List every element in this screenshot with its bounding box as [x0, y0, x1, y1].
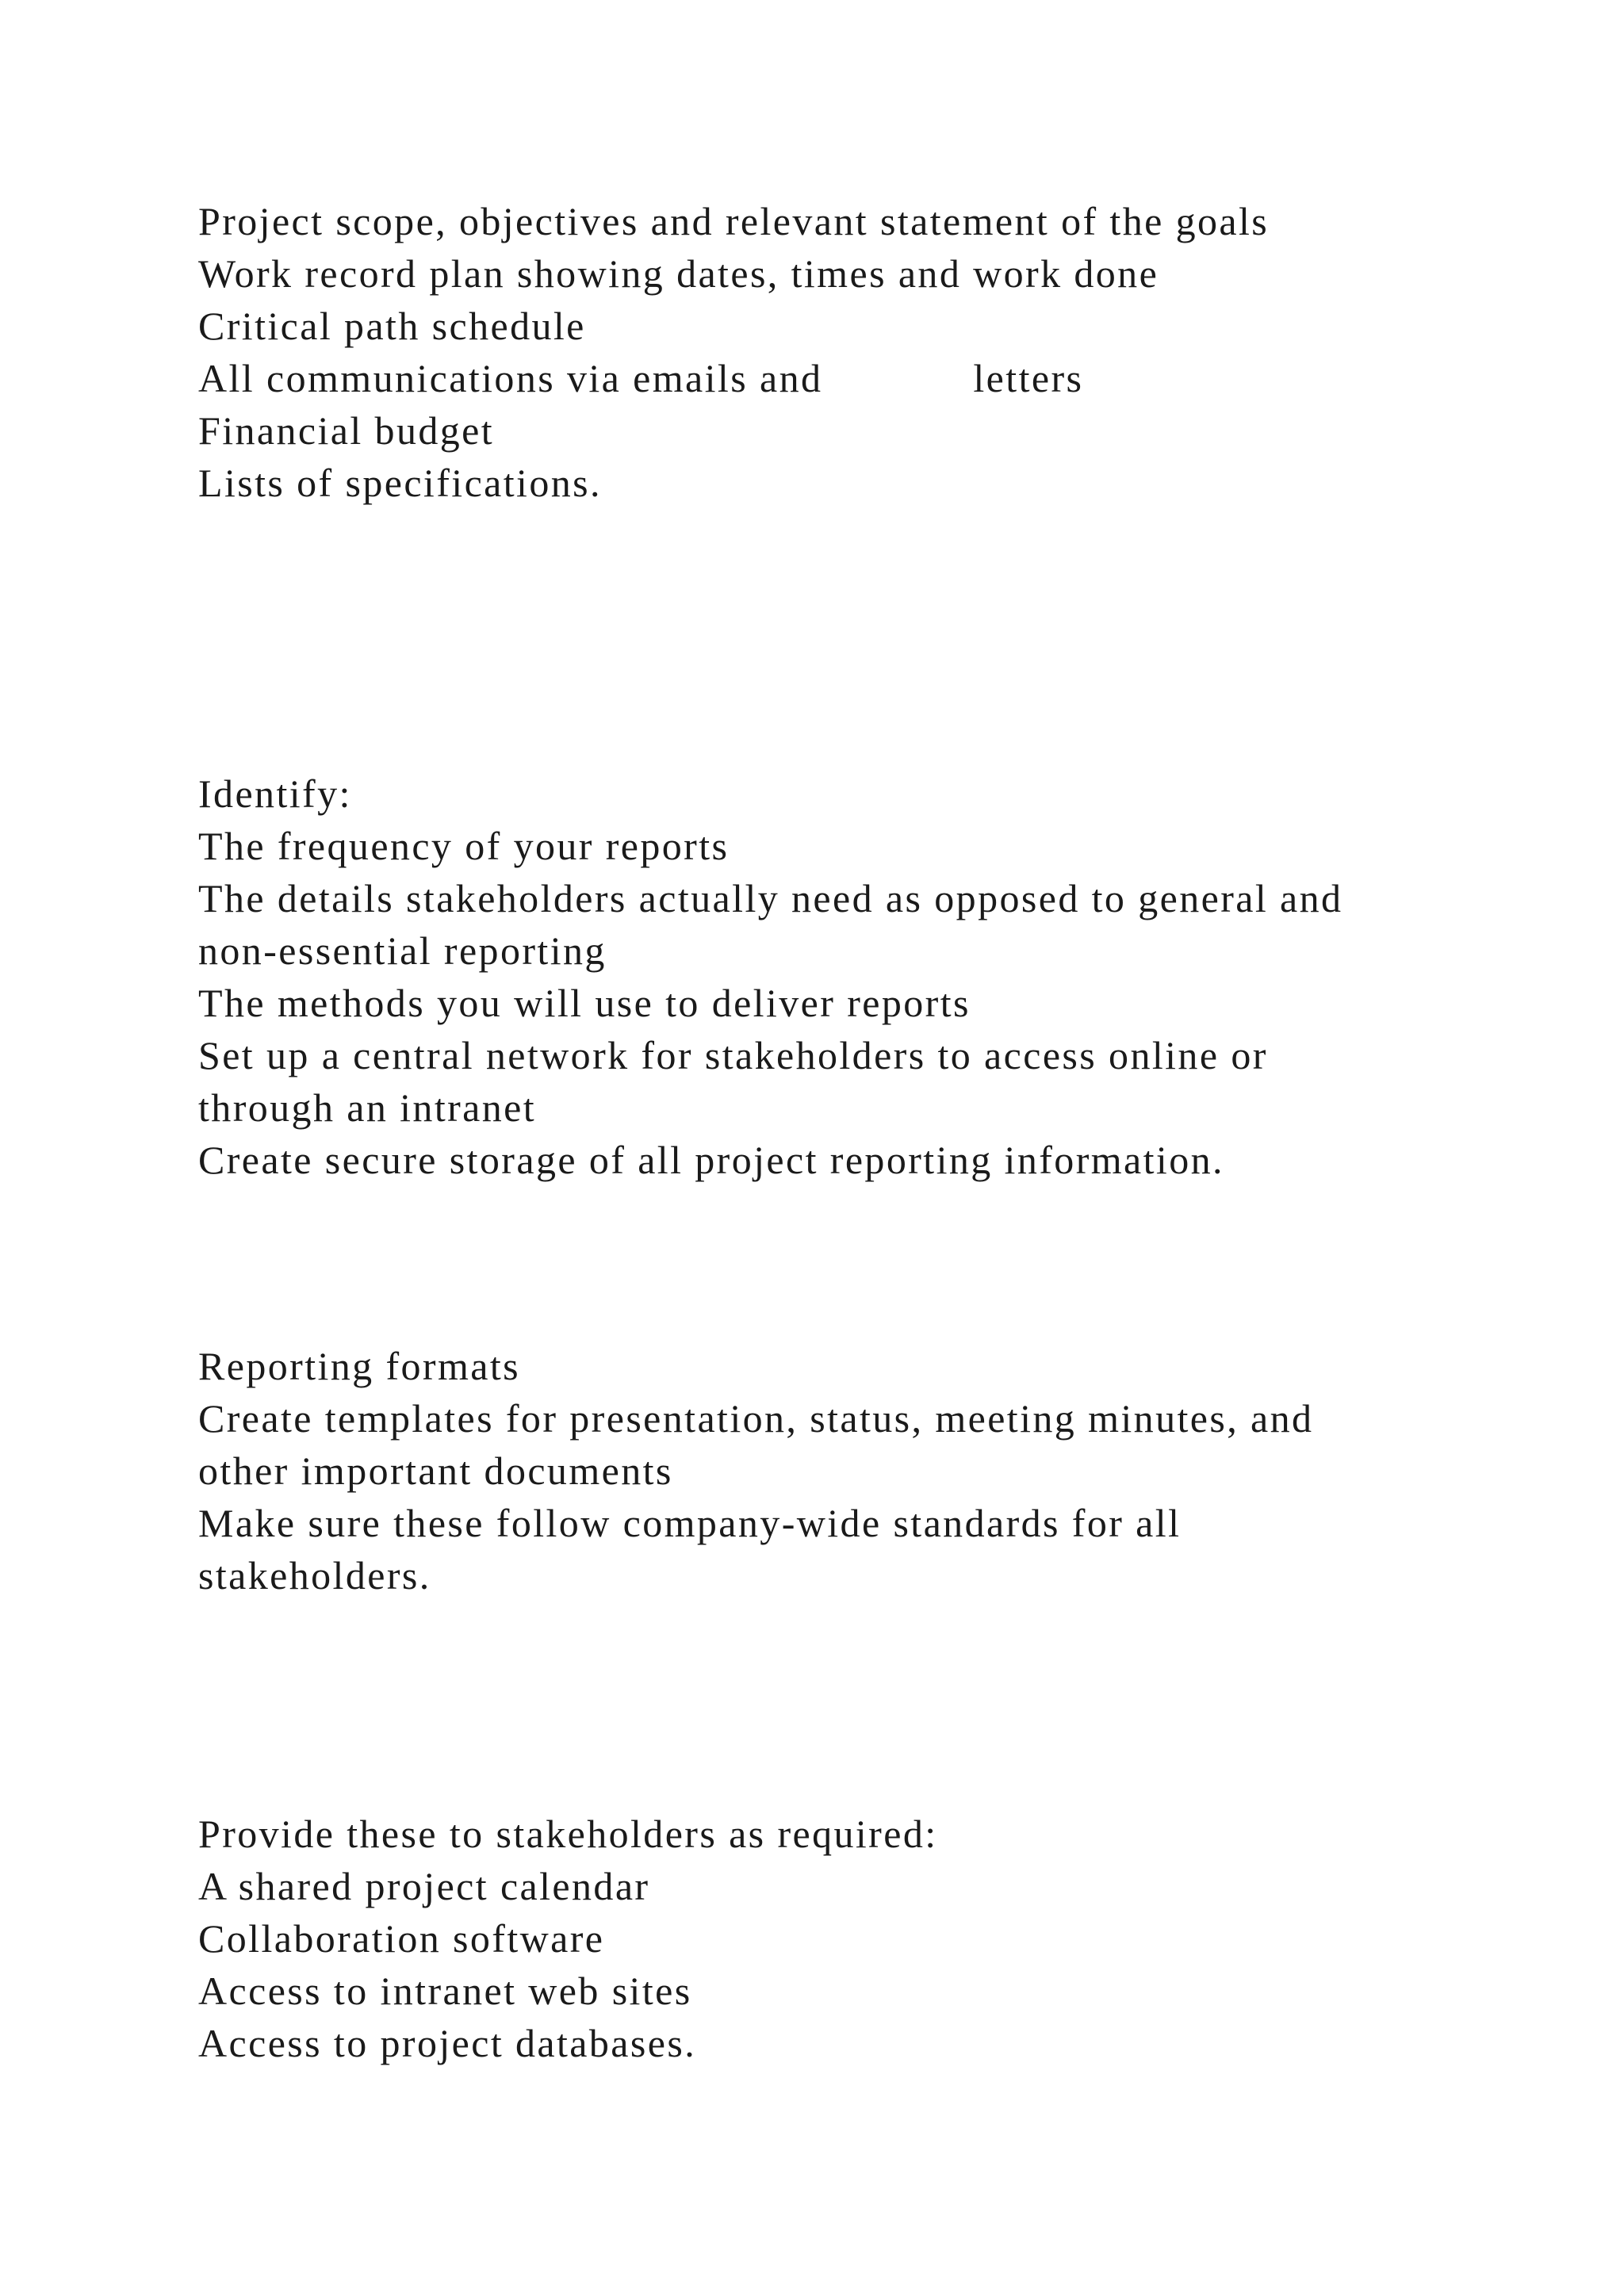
section-heading: Provide these to stakeholders as required: — [198, 1812, 938, 1856]
section-stakeholder-tools — [198, 1808, 1499, 2069]
text-line — [198, 352, 1499, 404]
text-line: Project scope, objectives and relevant statement of the goals — [198, 199, 1270, 243]
text-line: Collaboration software — [198, 1916, 605, 1961]
text-line: The frequency of your reports — [198, 824, 730, 868]
text-line: A shared project calendar — [198, 1864, 650, 1908]
text-line-tail: letters — [973, 356, 1084, 400]
text-line: Financial budget — [198, 408, 495, 453]
text-line: Work record plan showing dates, times and work done — [198, 251, 1159, 296]
text-line: other important documents — [198, 1448, 673, 1493]
text-line: Lists of specifications. — [198, 461, 602, 505]
text-line: Make sure these follow company-wide standards for all — [198, 1501, 1182, 1545]
text-line: non-essential reporting — [198, 928, 607, 973]
text-line: Create templates for presentation, status, meeting minutes, and — [198, 1396, 1314, 1441]
section-heading: Reporting formats — [198, 1344, 521, 1388]
section-reporting-formats — [198, 1340, 1499, 1601]
text-line-head: All communications via emails and — [198, 356, 823, 400]
text-line: Critical path schedule — [198, 304, 586, 348]
text-line: The details stakeholders actually need as opposed to general and — [198, 876, 1343, 920]
text-line: Access to project databases. — [198, 2021, 697, 2065]
text-line: Set up a central network for stakeholders to access online or — [198, 1033, 1268, 1077]
text-line: stakeholders. — [198, 1553, 431, 1598]
text-line: The methods you will use to deliver reports — [198, 981, 971, 1025]
text-line: Access to intranet web sites — [198, 1969, 692, 2013]
section-deliverables — [198, 195, 1499, 509]
section-identify — [198, 767, 1499, 1186]
text-line: Create secure storage of all project reporting information. — [198, 1138, 1224, 1182]
text-line: through an intranet — [198, 1085, 537, 1130]
section-heading: Identify: — [198, 771, 352, 816]
